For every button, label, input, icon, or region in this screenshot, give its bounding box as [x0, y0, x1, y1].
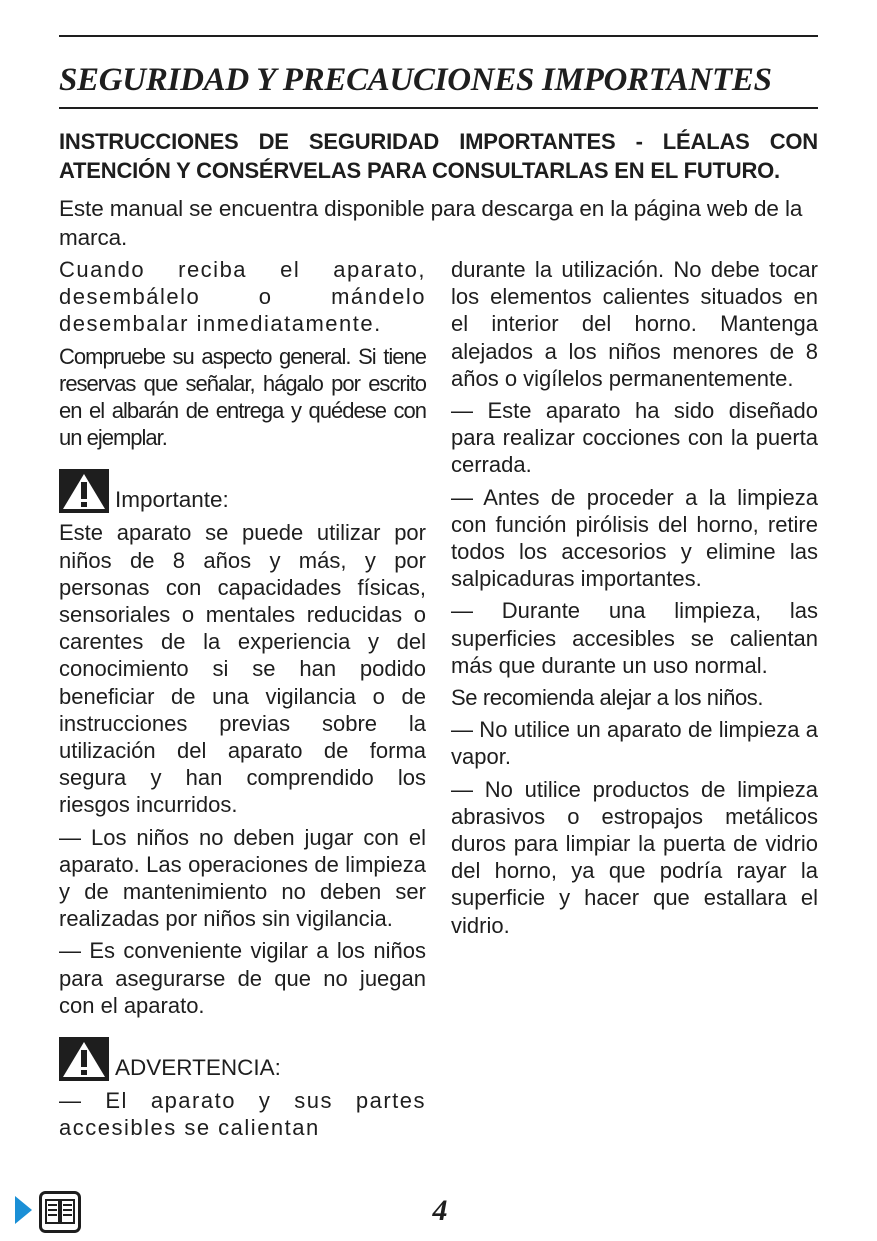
children-usage-paragraph: Este aparato se puede utilizar por niños de 8 años y más, y por personas con capacidades físicas, sensoriales o mentales reducidas o carentes de la experiencia y del conocimiento si se han podido beneficiar de una vigilancia o de instrucciones previas sobre la utilización del aparato de forma segura y han comprendido los riesgos incurridos.	[59, 520, 426, 818]
title-rule	[59, 107, 818, 109]
children-supervise-paragraph: — Es conveniente vigilar a los niños para asegurarse de que no juegan con el aparato.	[59, 938, 426, 1018]
page-number: 4	[432, 1194, 448, 1227]
warning-triangle-icon	[59, 469, 109, 513]
warning-triangle-icon	[59, 1037, 109, 1081]
hot-parts-paragraph: — El aparato y sus partes accesibles se calientan	[59, 1088, 426, 1141]
safety-instructions-heading: INSTRUCCIONES DE SEGURIDAD IMPORTANTES - LÉALAS CON ATENCIÓN Y CONSÉRVELAS PARA CONSULTARLAS EN EL FUTURO.	[59, 129, 818, 183]
cleaning-hot-paragraph: — Durante una limpieza, las superficies accesibles se calientan más que durante un uso normal.	[451, 598, 818, 678]
important-label: Importante:	[115, 487, 229, 513]
right-column	[451, 256, 818, 944]
no-steam-paragraph: — No utilice un aparato de limpieza a vapor.	[451, 717, 818, 770]
warning-label: ADVERTENCIA:	[115, 1055, 281, 1081]
children-play-paragraph: — Los niños no deben jugar con el aparato. Las operaciones de limpieza y de mantenimiento no deben ser realizadas por niños sin vigilancia.	[59, 824, 426, 932]
page-title: SEGURIDAD Y PRECAUCIONES IMPORTANTES	[59, 62, 772, 98]
inspection-paragraph: Compruebe su aspecto general. Si tiene reservas que señalar, hágalo por escrito en el albarán de entrega y quédese con un ejemplar.	[59, 343, 426, 451]
keep-children-away-paragraph: Se recomienda alejar a los niños.	[451, 685, 764, 711]
book-icon[interactable]	[39, 1191, 81, 1233]
pyrolysis-paragraph: — Antes de proceder a la limpieza con función pirólisis del horno, retire todos los accesorios y elimine las salpicaduras importantes.	[451, 484, 818, 592]
top-rule	[59, 35, 818, 37]
no-abrasive-paragraph: — No utilice productos de limpieza abrasivos o estropajos metálicos duros para limpiar la puerta de vidrio del horno, ya que podría rayar la superficie y hacer que estallara el vidrio.	[451, 776, 818, 938]
warning-note	[59, 1037, 426, 1081]
important-note	[59, 469, 426, 513]
hot-elements-paragraph: durante la utilización. No debe tocar los elementos calientes situados en el interior del horno. Mantenga alejados a los niños menores de 8 años o vigílelos permanentemente.	[451, 257, 818, 391]
play-arrow-icon[interactable]	[15, 1196, 32, 1224]
intro-paragraph: Este manual se encuentra disponible para descarga en la página web de la marca.	[59, 196, 803, 250]
receiving-paragraph: Cuando reciba el aparato, desembálelo o mándelo desembalar inmediatamente.	[59, 257, 426, 337]
door-closed-paragraph: — Este aparato ha sido diseñado para realizar cocciones con la puerta cerrada.	[451, 398, 818, 478]
left-column	[59, 256, 426, 1146]
